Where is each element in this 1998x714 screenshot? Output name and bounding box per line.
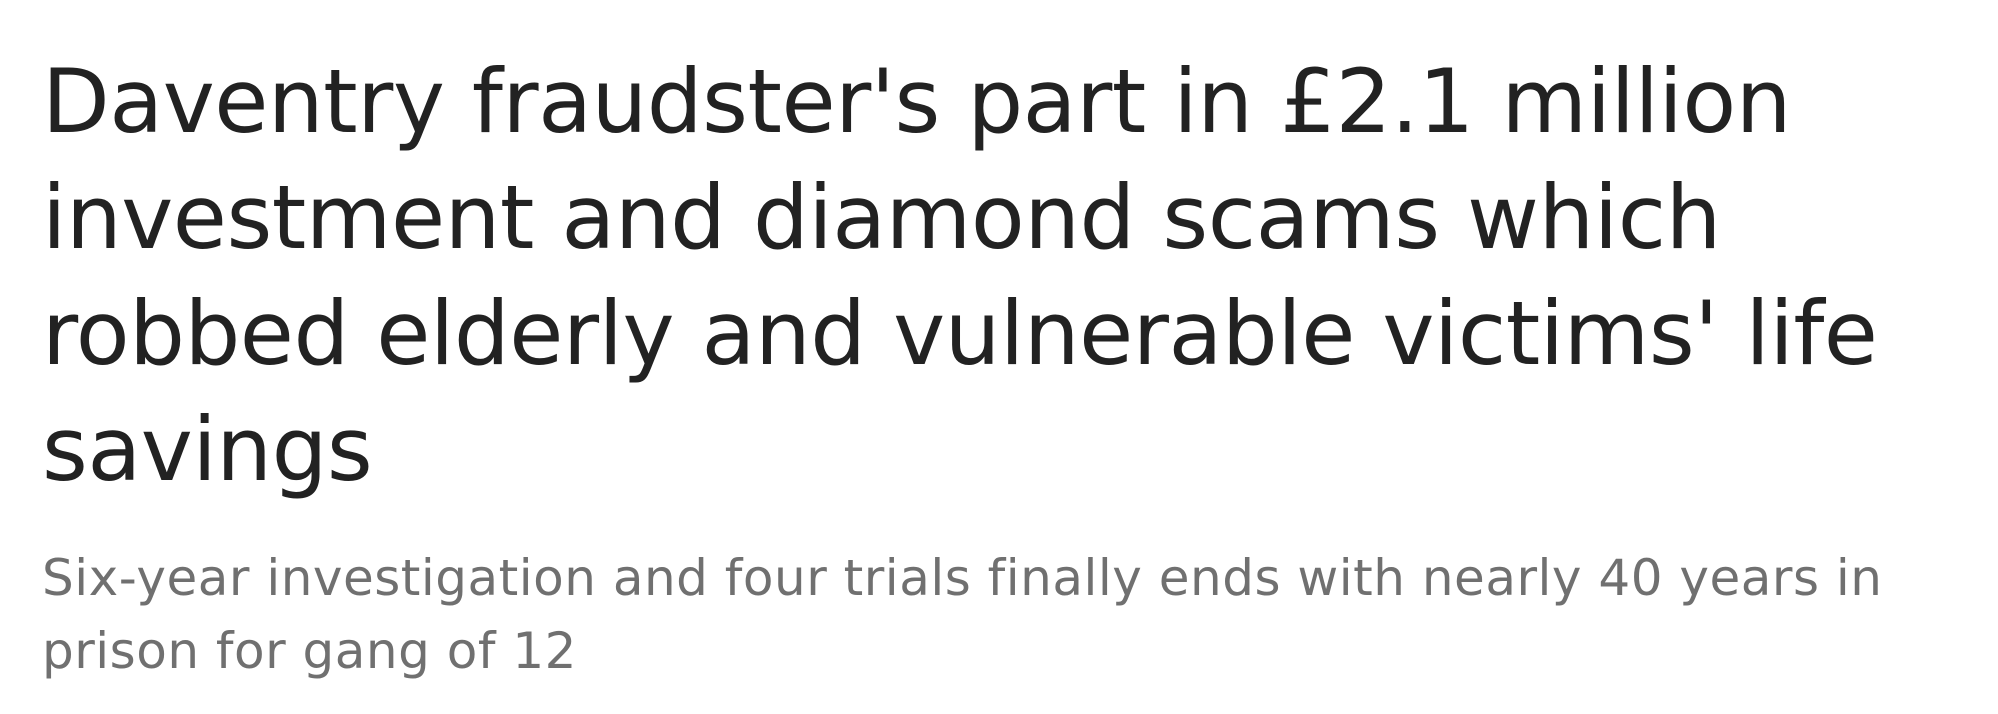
article-headline: Daventry fraudster's part in £2.1 million investment and diamond scams which robbed elderly and vulnerable victims' life savings: [42, 50, 1878, 501]
article-standfirst: Six-year investigation and four trials finally ends with nearly 40 years in prison for gang of 12: [42, 549, 1883, 680]
article-header: [42, 44, 1972, 688]
